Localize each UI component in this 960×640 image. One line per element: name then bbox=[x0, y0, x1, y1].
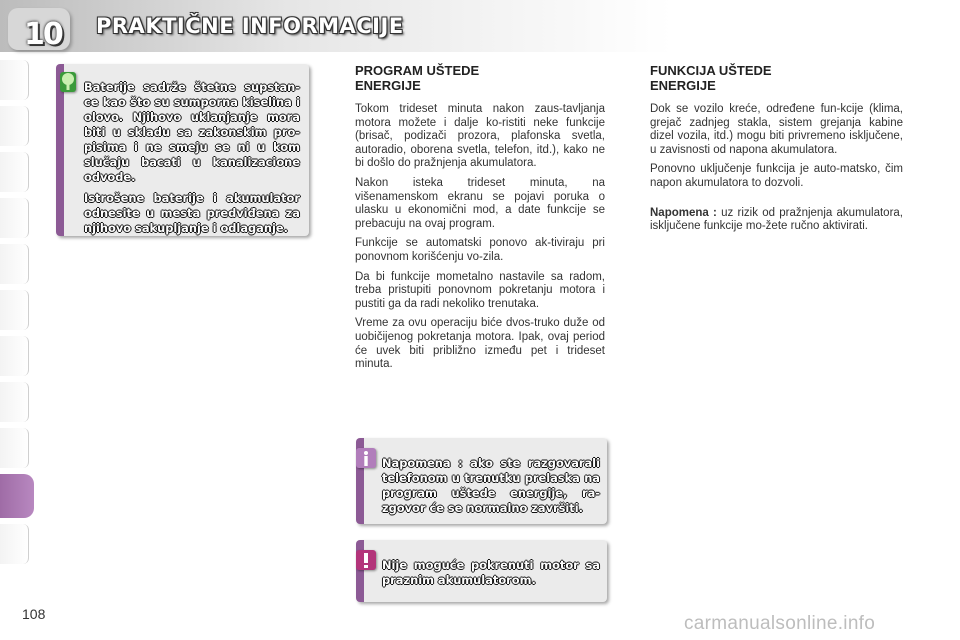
info-note-body: ako ste razgovarali telefonom u trenutku prelaska na program uštede energije, ra-zgovor će se normalno završiti. bbox=[382, 456, 600, 515]
chapter-badge bbox=[8, 8, 70, 50]
body-paragraph: Tokom trideset minuta nakon zaus-tavljanja motora možete i dalje ko-ristiti neke funkcije (brisač, podizači prozora, plafonska svetla, autoradio, oborena svetla, telefon, itd.), kako ne bi došlo do pražnjenja akumulatora. bbox=[355, 103, 605, 170]
chapter-tab[interactable] bbox=[0, 428, 29, 468]
body-paragraph: Vreme za ovu operaciju biće dvos-truko duže od uobičijenog pokretanja motora. Ipak, ovaj period će uvek biti približno između pet i trideset minuta. bbox=[355, 317, 605, 371]
chapter-tab[interactable] bbox=[0, 382, 29, 422]
chapter-tab-strip bbox=[0, 60, 34, 580]
chapter-tab-active[interactable] bbox=[0, 474, 34, 518]
body-paragraph: Da bi funkcije mometalno nastavile sa radom, treba pristupiti ponovnom pokretanju motora i pustiti ga da radi nekoliko trenutaka. bbox=[355, 270, 605, 310]
middle-column bbox=[355, 63, 605, 378]
environment-note-text bbox=[84, 80, 300, 242]
note-body: uz rizik od pražnjenja akumulatora, isključene funkcije mo-žete ručno aktivirati. bbox=[650, 206, 904, 233]
body-paragraph: Ponovno uključenje funkcija je auto-matsko, čim napon akumulatora to dozvoli. bbox=[650, 163, 903, 189]
body-paragraph: Funkcije se automatski ponovo ak-tiviraju pri ponovnom korišćenju vo-zila. bbox=[355, 237, 605, 263]
page-number: 108 bbox=[22, 606, 46, 622]
chapter-tab[interactable] bbox=[0, 244, 29, 284]
note-paragraph bbox=[650, 207, 903, 234]
chapter-tab[interactable] bbox=[0, 336, 29, 376]
tree-icon bbox=[60, 72, 76, 92]
chapter-tab[interactable] bbox=[0, 198, 29, 238]
info-icon bbox=[356, 448, 376, 468]
chapter-tab[interactable] bbox=[0, 290, 29, 330]
chapter-tab[interactable] bbox=[0, 106, 29, 146]
warning-note-box bbox=[356, 540, 607, 602]
body-paragraph: Nakon isteka trideset minuta, na višenamenskom ekranu se pojavi poruka o ulasku u ekonomični mod, a date funkcije se prebacuju na ovaj program. bbox=[355, 176, 605, 230]
page-title: PRAKTIČNE INFORMACIJE bbox=[96, 14, 404, 38]
exclamation-icon bbox=[356, 550, 376, 570]
page-header bbox=[0, 0, 960, 52]
body-paragraph: Dok se vozilo kreće, određene fun-kcije (klima, grejač zadnjeg stakla, sistem grejanja kabine dizel vozila, itd.) mogu biti privremeno isključene, u zavisnosti od napona akumulatora. bbox=[650, 103, 903, 156]
chapter-number: 10 bbox=[24, 17, 62, 52]
chapter-tab[interactable] bbox=[0, 524, 29, 564]
info-note-label: Napomena : bbox=[382, 456, 463, 470]
warning-note-text: Nije moguće pokrenuti motor sa praznim akumulatorom. bbox=[382, 558, 600, 587]
info-note-text bbox=[382, 456, 600, 516]
environment-note-paragraph: Baterije sadrže štetne supstan-ce kao što su sumporna kiselina i olovo. Njihovo uklanjanje mora biti u skladu sa zakonskim pro-pisima i ne smeju se ni u kom slučaju bacati u kanalizacione odvode. bbox=[84, 80, 300, 184]
environment-note-paragraph: Istrošene baterije i akumulator odnesite u mesta predviđena za njihovo sakupljanje i odlaganje. bbox=[84, 191, 300, 235]
environment-note-box bbox=[56, 64, 309, 236]
watermark: carmanualsonline.info bbox=[684, 613, 876, 634]
section-heading: PROGRAM UŠTEDE ENERGIJE bbox=[355, 63, 480, 93]
info-note-box bbox=[356, 438, 607, 524]
chapter-tab[interactable] bbox=[0, 60, 29, 100]
note-label: Napomena : bbox=[650, 206, 717, 219]
chapter-tab[interactable] bbox=[0, 152, 29, 192]
right-column bbox=[650, 63, 903, 240]
section-heading: FUNKCIJA UŠTEDE ENERGIJE bbox=[650, 63, 772, 93]
